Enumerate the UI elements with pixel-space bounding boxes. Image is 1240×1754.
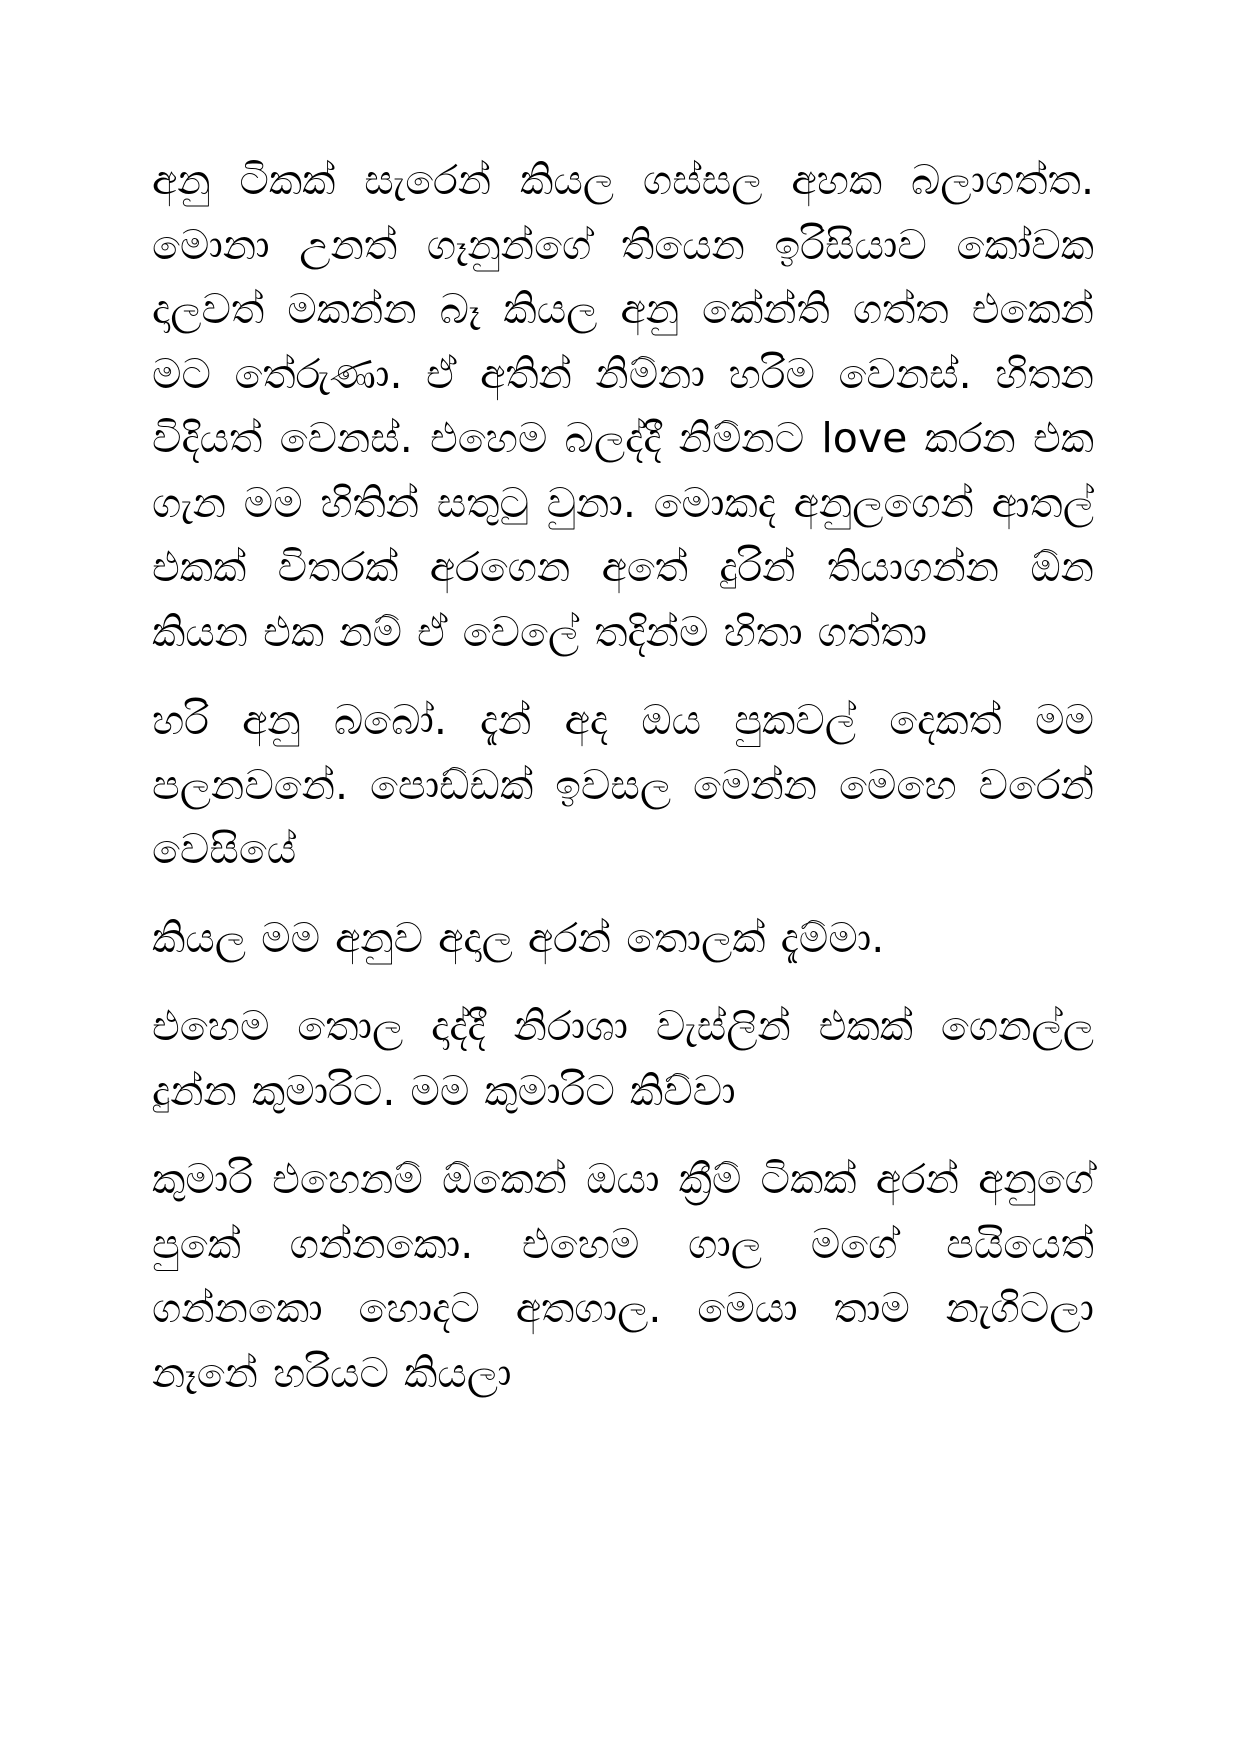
paragraph-3: කියල මම අනුව අදාල අරන් තොලක් දැම්මා. [152, 913, 885, 962]
document-page [152, 148, 1094, 1429]
paragraph-1: අනු ටිකක් සැරෙන් කියල ගස්සල අහක බලාගත්ත. මොනා උනත් ගෑනුන්ගේ තියෙන ඉරිසියාව කෝවක දාලවත් මකන්න බෑ කියල අනු කේන්ති ගත්ත එකෙන් මට තේරුණා. ඒ අතින් නිම්නා හරිම වෙනස්. හිතන විදියත් වෙනස්. එහෙම බලද්දී නිම්නට love කරන එක ගැන මම හිතින් සතුටු වුනා. මොකද අනුලගෙන් ආතල් එකක් විතරක් අරගෙන අතේ දුරින් තියාගන්න ඕන කියන එක නම් ඒ වෙලේ තදින්ම හිතා ගත්තා [152, 156, 1094, 656]
paragraph-5: කුමාරි එහෙනම් ඕකෙන් ඔයා ක්‍රීම් ටිකක් අරන් අනුගේ පුකේ ගන්නකො. එහෙම ගාල මගේ පයියෙත් ගන්නකො හොදට අතගාල. මෙයා තාම නැගිටලා නෑනේ හරියට කියලා [152, 1155, 1094, 1397]
paragraph-2: හරි අනු බබෝ. දැන් අද ඔය පුකවල් දෙකත් මම පලනවනේ. පොඩ්ඩක් ඉවසල මෙන්න මෙහෙ වරෙන් වෙසියේ [152, 696, 1094, 873]
paragraph-4: එහෙම තොල දාද්දී නිරාශා වැස්ලින් එකක් ගෙනල්ල දුන්න කුමාරිට. මම කුමාරිට කිව්වා [152, 1002, 1094, 1115]
